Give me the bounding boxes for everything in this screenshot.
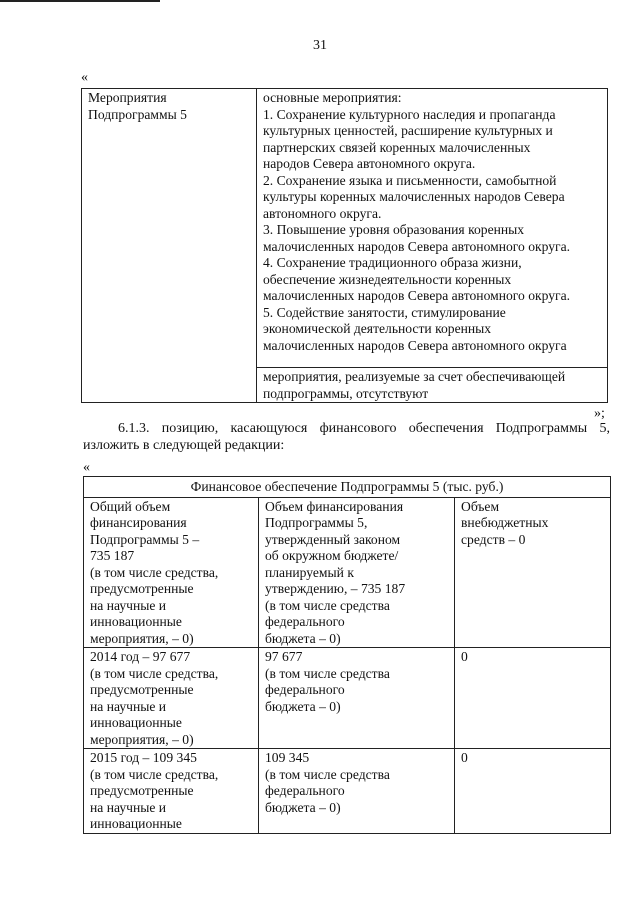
cell-line: бюджета – 0) [265, 630, 341, 646]
header-rule [0, 0, 160, 2]
activity-line: культурных ценностей, расширение культурных и [263, 123, 553, 138]
cell-line: федерального [265, 614, 345, 629]
cell-line: Объем [461, 498, 500, 514]
cell-line: федерального [265, 783, 345, 798]
cell-line: 97 677 [265, 649, 303, 664]
supporting-line: мероприятия, реализуемые за счет обеспечивающей [263, 369, 566, 384]
activity-line: малочисленных народов Севера автономного округа. [263, 238, 571, 254]
cell-line: федерального [265, 682, 345, 697]
activity-line: автономного округа. [263, 205, 382, 221]
activity-line: 4. Сохранение традиционного образа жизни, [263, 255, 522, 270]
open-quote: « [81, 70, 88, 85]
cell-line: бюджета – 0) [265, 698, 341, 714]
page-number: 31 [313, 38, 327, 53]
activities-label-line: Подпрограммы 5 [88, 106, 187, 122]
cell-line: Общий объем [90, 498, 171, 514]
subprogram-activities-table [81, 88, 608, 403]
activity-line: малочисленных народов Севера автономного округа [263, 337, 567, 353]
cell-line: инновационные [90, 816, 182, 831]
cell-line: предусмотренные [90, 581, 194, 596]
activities-label-cell [82, 89, 257, 403]
activities-label-line: Мероприятия [88, 90, 167, 105]
activity-line: 2. Сохранение языка и письменности, самобытной [263, 172, 557, 188]
cell-line: мероприятия, – 0) [90, 630, 194, 646]
cell-line: внебюджетных [461, 515, 549, 530]
cell-line: 735 187 [90, 548, 135, 563]
cell-line: утвержденный законом [265, 531, 401, 547]
cell-line: 0 [461, 649, 468, 664]
close-quote: »; [594, 406, 605, 421]
cell-line: Объем финансирования [265, 498, 404, 514]
activity-line: малочисленных народов Севера автономного округа. [263, 288, 571, 303]
financing-cell [455, 749, 611, 834]
cell-line: Подпрограммы 5 – [90, 531, 200, 547]
cell-line: инновационные [90, 715, 182, 730]
cell-line: 109 345 [265, 750, 310, 765]
cell-line: средств – 0 [461, 531, 526, 547]
supporting-line: подпрограммы, отсутствуют [263, 385, 429, 401]
main-activities-cell [257, 89, 608, 368]
cell-line: (в том числе средства [265, 766, 390, 782]
paragraph-line-1: 6.1.3. позицию, касающуюся финансового обеспечения Подпрограммы 5, [118, 421, 610, 436]
cell-line: мероприятия, – 0) [90, 731, 194, 747]
cell-line: 0 [461, 750, 468, 765]
activity-line: партнерских связей коренных малочисленных [263, 139, 531, 155]
activity-line: 3. Повышение уровня образования коренных [263, 222, 525, 237]
financing-cell [84, 749, 259, 834]
financing-cell [455, 497, 611, 648]
cell-line: (в том числе средства, [90, 766, 219, 782]
supporting-activities-cell [257, 368, 608, 403]
activity-line: культуры коренных малочисленных народов Севера [263, 189, 565, 204]
cell-line: об окружном бюджете/ [265, 548, 399, 563]
cell-line: утверждению, – 735 187 [265, 581, 406, 596]
activity-line: экономической деятельности коренных [263, 321, 492, 336]
cell-line: (в том числе средства, [90, 564, 219, 580]
amendment-paragraph [83, 420, 610, 454]
cell-line: на научные и [90, 597, 167, 613]
cell-line: на научные и [90, 698, 167, 714]
cell-line: планируемый к [265, 564, 354, 580]
cell-line: финансирования [90, 515, 187, 530]
financing-cell [84, 648, 259, 749]
cell-line: бюджета – 0) [265, 799, 341, 815]
financing-table-header: Финансовое обеспечение Подпрограммы 5 (тыс. руб.) [84, 477, 611, 498]
cell-line: инновационные [90, 614, 182, 629]
cell-line: 2014 год – 97 677 [90, 649, 191, 664]
financing-cell [259, 749, 455, 834]
activity-line: основные мероприятия: [263, 90, 402, 105]
cell-line: 2015 год – 109 345 [90, 750, 197, 765]
cell-line: (в том числе средства [265, 597, 390, 613]
activity-line: народов Севера автономного округа. [263, 156, 476, 171]
financing-cell [259, 497, 455, 648]
activity-line: 1. Сохранение культурного наследия и пропаганда [263, 106, 556, 122]
cell-line: предусмотренные [90, 682, 194, 697]
paragraph-line-2: изложить в следующей редакции: [83, 438, 285, 453]
open-quote-2: « [83, 460, 90, 475]
financing-table [83, 476, 611, 834]
cell-line: предусмотренные [90, 783, 194, 798]
cell-line: Подпрограммы 5, [265, 515, 368, 530]
cell-line: на научные и [90, 799, 167, 815]
cell-line: (в том числе средства [265, 665, 390, 681]
financing-cell [259, 648, 455, 749]
activity-line: обеспечение жизнедеятельности коренных [263, 271, 512, 287]
financing-cell [455, 648, 611, 749]
financing-cell [84, 497, 259, 648]
activity-line: 5. Содействие занятости, стимулирование [263, 304, 506, 320]
cell-line: (в том числе средства, [90, 665, 219, 681]
